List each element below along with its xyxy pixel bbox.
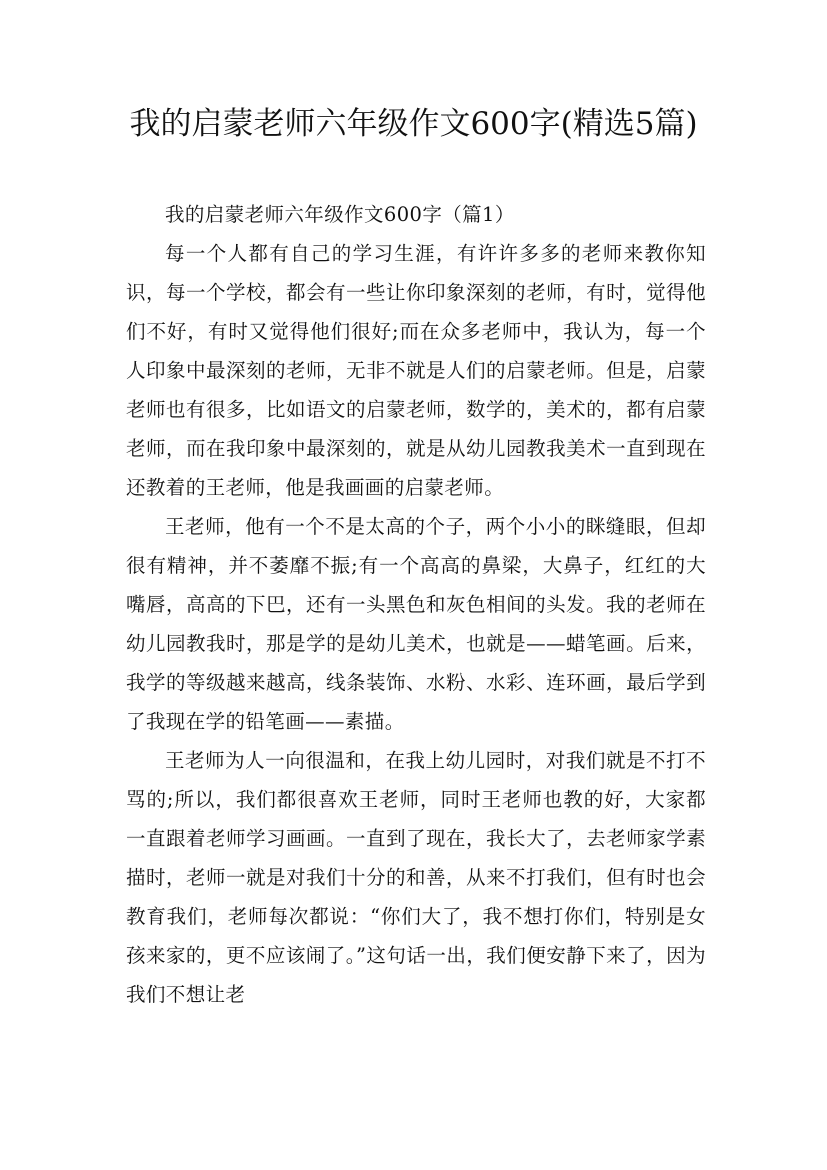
paragraph: 王老师为人一向很温和，在我上幼儿园时，对我们就是不打不骂的;所以，我们都很喜欢王老师，同时王老师也教的好，大家都一直跟着老师学习画画。一直到了现在，我长大了，去老师家学素描时，老师一就是对我们十分的和善，从来不打我们，但有时也会教育我们，老师每次都说：“你们大了，我不想打你们，特别是女孩来家的，更不应该闹了。”这句话一出，我们便安静下来了，因为我们不想让老 [126,749,706,1006]
document-title: 我的启蒙老师六年级作文600字(精选5篇) [129,106,698,142]
paragraph: 每一个人都有自己的学习生涯，有许许多多的老师来教你知识，每一个学校，都会有一些让你印象深刻的老师，有时，觉得他们不好，有时又觉得他们很好;而在众多老师中，我认为，每一个人印象中最深刻的老师，无非不就是人们的启蒙老师。但是，启蒙老师也有很多，比如语文的启蒙老师，数学的，美术的，都有启蒙老师，而在我印象中最深刻的，就是从幼儿园教我美术一直到现在还教着的王老师，他是我画画的启蒙老师。 [126,242,706,499]
document-body [126,195,706,1014]
paragraph: 王老师，他有一个不是太高的个子，两个小小的眯缝眼，但却很有精神，并不萎靡不振;有一个高高的鼻梁，大鼻子，红红的大嘴唇，高高的下巴，还有一头黑色和灰色相间的头发。我的老师在幼儿园教我时，那是学的是幼儿美术，也就是——蜡笔画。后来，我学的等级越来越高，线条装饰、水粉、水彩、连环画，最后学到了我现在学的铅笔画——素描。 [126,515,706,733]
section-heading: 我的启蒙老师六年级作文600字（篇1） [165,203,515,226]
